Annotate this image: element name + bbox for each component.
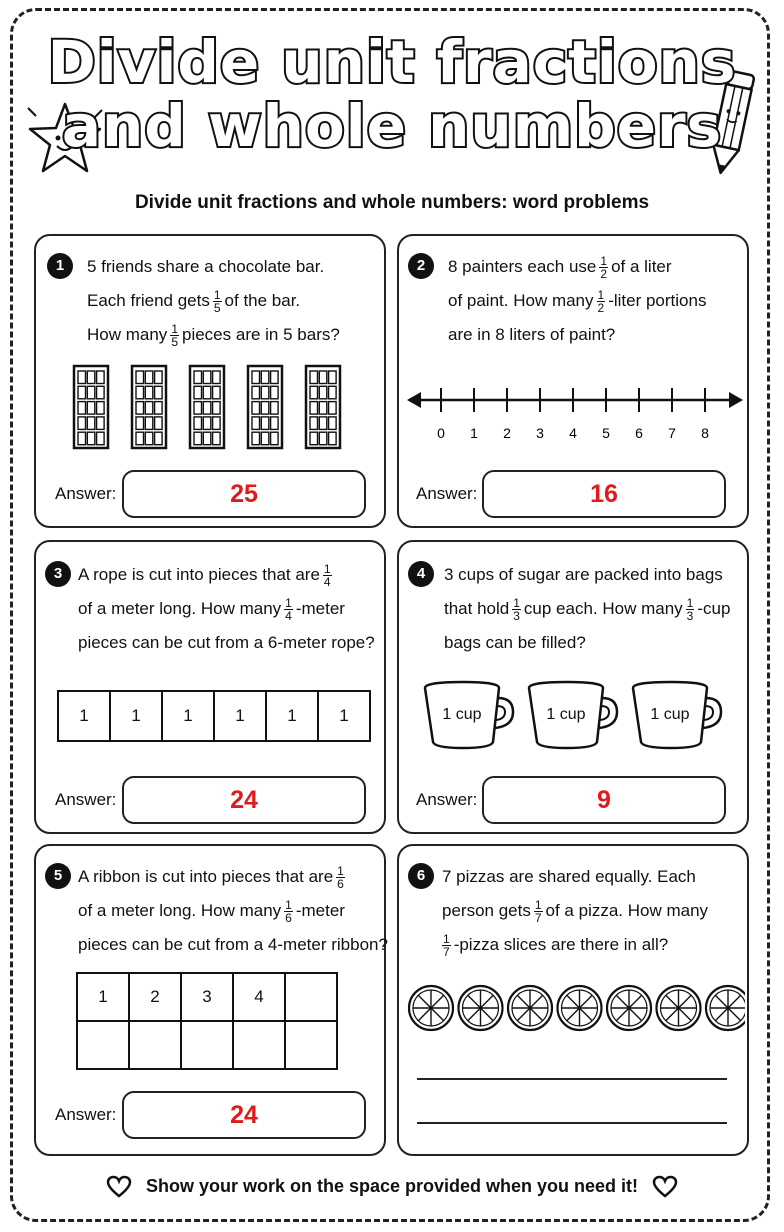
chocolate-bar <box>74 366 108 448</box>
question-line: of a meter long. How many $\frac{1}{4}$ -meter <box>78 596 345 624</box>
chocolate-bars <box>72 364 352 450</box>
cup-label: 1 cup <box>650 706 690 723</box>
problem-number: 3 <box>45 561 71 587</box>
pizzas-row <box>405 982 745 1034</box>
work-line[interactable] <box>417 1122 727 1124</box>
fraction: $\frac{1}{4}$ <box>285 596 292 624</box>
question-line: 3 cups of sugar are packed into bags <box>444 565 723 584</box>
title-line-1: Divide unit fractions <box>47 28 737 96</box>
fraction: $\frac{1}{2}$ <box>600 254 608 282</box>
grid-cell: 4 <box>234 974 286 1022</box>
chocolate-bar <box>132 366 166 448</box>
tick-label: 4 <box>569 425 577 441</box>
question-line: bags can be filled? <box>444 633 586 652</box>
fraction: $\frac{1}{3}$ <box>686 596 694 624</box>
answer-field[interactable]: 24 <box>122 1091 366 1139</box>
cup-icon <box>423 678 515 750</box>
chocolate-bar <box>190 366 224 448</box>
problem-card-1 <box>34 234 386 528</box>
answer-field[interactable]: 24 <box>122 776 366 824</box>
tick-label: 7 <box>668 425 676 441</box>
tick-label: 5 <box>602 425 610 441</box>
number-line <box>405 376 745 446</box>
pizza-icon <box>409 986 453 1030</box>
grid-cell: 3 <box>182 974 234 1022</box>
cups-row <box>423 678 723 750</box>
fraction: $\frac{1}{7}$ <box>443 932 450 960</box>
fraction: $\frac{1}{5}$ <box>213 288 221 316</box>
question-line: A ribbon is cut into pieces that are $\frac{1}{6}$ <box>78 864 344 892</box>
grid-cell: 1 <box>78 974 130 1022</box>
problem-number: 5 <box>45 863 71 889</box>
question-line: that hold $\frac{1}{3}$ cup each. How many $\frac{1}{3}$ -cup <box>444 596 731 624</box>
answer-label: Answer: <box>55 1105 117 1124</box>
problem-card-6 <box>397 844 749 1156</box>
rope-segment: 1 <box>213 692 265 740</box>
rope-segment: 1 <box>161 692 213 740</box>
footer <box>0 1175 784 1199</box>
answer-field[interactable]: 25 <box>122 470 366 518</box>
problem-card-2 <box>397 234 749 528</box>
footer-text: Show your work on the space provided when you need it! <box>145 1175 639 1196</box>
question-line: of paint. How many $\frac{1}{2}$ -liter portions <box>448 288 707 316</box>
cup-icon <box>631 678 723 750</box>
problem-card-4 <box>397 540 749 834</box>
problem-number: 4 <box>408 561 434 587</box>
tick-label: 2 <box>503 425 511 441</box>
rope-segment: 1 <box>317 692 369 740</box>
fraction: $\frac{1}{6}$ <box>285 898 292 926</box>
grid-cell <box>286 974 338 1022</box>
tick-label: 1 <box>470 425 478 441</box>
subtitle: Divide unit fractions and whole numbers: word problems <box>134 192 650 213</box>
question-line: A rope is cut into pieces that are $\frac{1}{4}$ <box>78 562 331 590</box>
question-line: pieces can be cut from a 6-meter rope? <box>78 633 375 652</box>
answer-label: Answer: <box>416 484 478 503</box>
question-line: How many $\frac{1}{5}$ pieces are in 5 bars? <box>87 322 340 350</box>
fraction: $\frac{1}{5}$ <box>171 322 178 350</box>
pizza-icon <box>508 986 552 1030</box>
tick-label: 8 <box>701 425 709 441</box>
ribbon-grid <box>76 972 338 1070</box>
question-line: pieces can be cut from a 4-meter ribbon? <box>78 935 388 954</box>
fraction: $\frac{1}{6}$ <box>337 864 344 892</box>
title-line-2: and whole numbers <box>61 92 723 160</box>
grid-cell <box>286 1022 338 1070</box>
grid-cell <box>78 1022 130 1070</box>
grid-cell: 2 <box>130 974 182 1022</box>
fraction: $\frac{1}{3}$ <box>513 596 520 624</box>
pizza-icon <box>607 986 651 1030</box>
chocolate-bar <box>306 366 340 448</box>
problem-number: 6 <box>408 863 434 889</box>
pizza-icon <box>706 986 745 1030</box>
rope-segment: 1 <box>79 706 89 725</box>
answer-label: Answer: <box>55 484 117 503</box>
question-line: $\frac{1}{7}$ -pizza slices are there in all? <box>443 932 669 960</box>
cup-icon <box>527 678 619 750</box>
tick-label: 0 <box>437 425 445 441</box>
work-line[interactable] <box>417 1078 727 1080</box>
grid-cell <box>182 1022 234 1070</box>
answer-label: Answer: <box>416 790 478 809</box>
fraction: $\frac{1}{7}$ <box>534 898 542 926</box>
rope-segment: 1 <box>265 692 317 740</box>
problem-number: 2 <box>408 253 434 279</box>
question-line: 7 pizzas are shared equally. Each <box>442 867 696 886</box>
rope-bar <box>57 690 371 742</box>
answer-label: Answer: <box>55 790 117 809</box>
arrow-right-icon <box>729 392 743 408</box>
problem-card-3 <box>34 540 386 834</box>
grid-cell <box>234 1022 286 1070</box>
question-line: person gets $\frac{1}{7}$ of a pizza. How many <box>442 898 709 926</box>
heart-icon <box>106 1175 132 1199</box>
question-line: Each friend gets $\frac{1}{5}$ of the bar. <box>87 288 301 316</box>
tick-label: 6 <box>635 425 643 441</box>
rope-segment: 1 <box>109 692 161 740</box>
tick-label: 3 <box>536 425 544 441</box>
pizza-icon <box>459 986 503 1030</box>
arrow-left-icon <box>407 392 421 408</box>
chocolate-bar <box>248 366 282 448</box>
cup-label: 1 cup <box>546 706 586 723</box>
answer-field[interactable]: 9 <box>482 776 726 824</box>
question-line: 8 painters each use $\frac{1}{2}$ of a liter <box>448 254 672 282</box>
question-line: of a meter long. How many $\frac{1}{6}$ -meter <box>78 898 345 926</box>
page-title <box>0 30 784 158</box>
problem-card-5 <box>34 844 386 1156</box>
problem-number: 1 <box>47 253 73 279</box>
heart-icon <box>652 1175 678 1199</box>
question-line: 5 friends share a chocolate bar. <box>87 257 325 276</box>
pizza-icon <box>558 986 602 1030</box>
fraction: $\frac{1}{4}$ <box>323 562 331 590</box>
question-line: are in 8 liters of paint? <box>448 325 616 344</box>
answer-field[interactable]: 16 <box>482 470 726 518</box>
pizza-icon <box>657 986 701 1030</box>
grid-cell <box>130 1022 182 1070</box>
fraction: $\frac{1}{2}$ <box>597 288 605 316</box>
cup-label: 1 cup <box>442 706 482 723</box>
